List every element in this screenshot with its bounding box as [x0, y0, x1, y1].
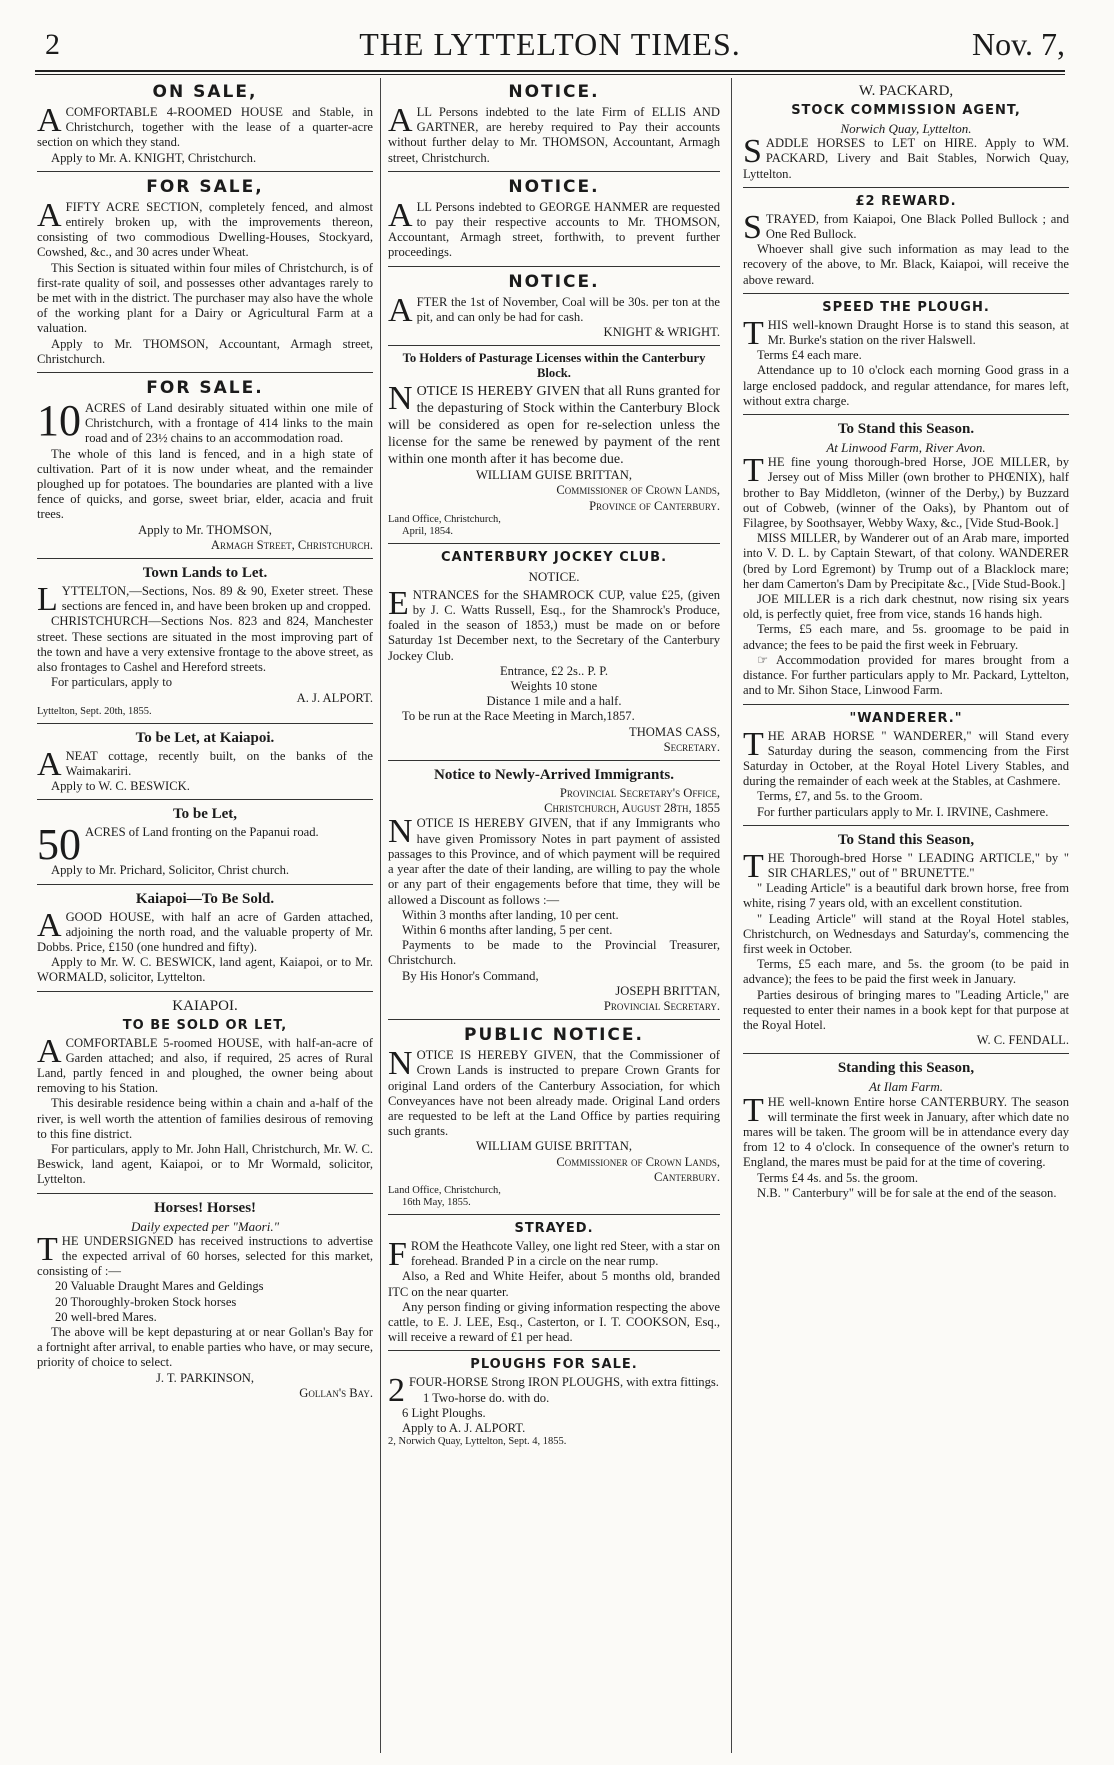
drop-cap: 50 [37, 820, 81, 870]
ad-notice-hanmer [388, 177, 720, 267]
ad-line: 6 Light Ploughs. [402, 1405, 486, 1420]
ad-signature: A. J. ALPORT. [296, 690, 373, 705]
ad-body: OTICE IS HEREBY GIVEN that all Runs granted for the depasturing of Stock within the Canterbury Block will be considered as open for re-selection unless the license for the same be renewed by payment of the rent within one month after it has become due. [388, 384, 720, 468]
drop-cap: S [743, 208, 762, 246]
ad-apply: Apply to Mr. W. C. BESWICK, land agent, Kaiapoi, or to Mr. WORMALD, solicitor, Lyttelton. [37, 955, 373, 985]
ad-body: OTICE IS HEREBY GIVEN, that the Commissioner of Crown Lands is instructed to prepare Crown Grants for original Land orders of the Canterbury Association, for which Conveyances have not been already made. Original Land orders are requested to be left at the Land Office by parties requiring such grants. [388, 1048, 720, 1139]
list-item: 20 Valuable Draught Mares and Geldings [55, 1279, 264, 1294]
ad-subheading: Daily expected per "Maori." [130, 1218, 280, 1234]
ad-heading: W. PACKARD, [858, 83, 954, 99]
ad-heading: To Stand this Season, [837, 831, 975, 848]
ad-line: Weights 10 stone [510, 679, 598, 694]
ad-body-3: " Leading Article" will stand at the Royal Hotel stables, Christchurch, on Wednesdays and Saturday's, commencing the first week in October. [743, 911, 1069, 956]
newspaper-title: THE LYTTELTON TIMES. [359, 26, 741, 62]
ad-ploughs [388, 1356, 720, 1453]
drop-cap: T [743, 725, 764, 763]
ad-body-2: This Section is situated within four miles of Christchurch, is of first-rate quality of soil, and possesses other advantages rarely to be met with in the district. The purchaser may also have the whole of the working plant for a Dairy or Agricultural Farm at a valuation. [37, 260, 373, 336]
ad-wanderer [743, 710, 1069, 826]
drop-cap: T [743, 452, 764, 490]
ad-signature-place: Province of Canterbury. [589, 498, 720, 513]
ad-subheading: TO BE SOLD OR LET, [122, 1017, 288, 1033]
drop-cap: 2 [388, 1372, 405, 1410]
ad-body-3: For further particulars apply to Mr. I. IRVINE, Cashmere. [757, 804, 1049, 819]
ad-for-sale-fifty-acre [37, 177, 373, 373]
column-divider-2 [731, 78, 732, 1753]
ad-heading: To be Let, [172, 806, 238, 823]
ad-packard [743, 82, 1069, 188]
ad-heading: To Stand this Season. [837, 421, 975, 438]
masthead-rule [35, 70, 1065, 72]
drop-cap: E [388, 584, 409, 622]
ad-heading: "WANDERER." [849, 710, 963, 726]
drop-cap: A [37, 102, 62, 139]
ad-body-2: The above will be kept depasturing at or near Gollan's Bay for a fortnight after arrival, to enable parties who have, or may secure, priority of choice to select. [37, 1324, 373, 1370]
ad-body: TRAYED, from Kaiapoi, One Black Polled Bullock ; and One Red Bullock. [765, 211, 1069, 242]
ad-apply: Apply to A. J. ALPORT. [402, 1420, 526, 1435]
ad-body: FTER the 1st of November, Coal will be 30s. per ton at the pit, and can only be had for cash. [416, 294, 720, 324]
ad-address: Armagh Street, Christchurch. [210, 537, 373, 552]
ad-body: LL Persons indebted to GEORGE HANMER are requested to pay their respective accounts to Mr. THOMSON, Accountant, Armagh street, forthwith, to prevent further proceedings. [388, 199, 720, 260]
ad-heading: FOR SALE, [146, 176, 264, 197]
ad-body-3: Attendance up to 10 o'clock each morning Good grass in a large enclosed paddock, and regular attendance, for mares left, without extra charge. [743, 363, 1069, 408]
ad-body: ROM the Heathcote Valley, one light red Steer, with a star on forehead. Branded P in a circle on the near rump. [410, 1238, 720, 1269]
ad-pasturage-licenses [388, 351, 720, 544]
ad-signature: W. C. FENDALL. [976, 1033, 1069, 1048]
column-3 [743, 80, 1069, 1211]
ad-heading: £2 REWARD. [855, 193, 957, 209]
ad-dateline: Land Office, Christchurch, [388, 1184, 501, 1196]
ad-line: Distance 1 mile and a half. [486, 694, 622, 709]
ad-body: HE fine young thorough-bred Horse, JOE MILLER, by Jersey out of Miss Miller (own brother to PHŒNIX), half brother to Bay Middleton, (winner of the Derby,) by Buzzard out of Cobweb, (winner of the Oaks), by Phantom out of Filagree, by Soothsayer, Webby Waxy, &c., [Vide Stud-Book.] [743, 455, 1069, 531]
ad-jockey-club [388, 549, 720, 761]
ad-body: GOOD HOUSE, with half an acre of Garden attached, adjoining the north road, and the valuable property of Mr. Dobbs. Price, £150 (one hundred and fifty). [37, 909, 373, 954]
ad-apply: Apply to W. C. BESWICK. [51, 779, 190, 794]
ad-notice-ellis [388, 82, 720, 172]
ad-dateline: Lyttelton, Sept. 20th, 1855. [37, 705, 152, 717]
ad-heading: Town Lands to Let. [142, 565, 268, 582]
ad-body-2: This desirable residence being within a chain and a-half of the river, is well worth the attention of families desirous of removing to this fine district. [37, 1096, 373, 1141]
ad-body-2: Terms £4 4s. and 5s. the groom. [757, 1170, 919, 1185]
ad-body-2: The whole of this land is fenced, and in a high state of cultivation. Part of it is now under wheat, and the remainder ploughed up for potatoes. The boundaries are planted with a live fence of quicks, and gorse, sweet briar, elder, acacia and fruit trees. [37, 446, 373, 522]
ad-heading: Horses! Horses! [153, 1199, 257, 1216]
drop-cap: A [37, 745, 62, 783]
drop-cap: S [743, 133, 762, 171]
drop-cap: N [388, 380, 413, 418]
column-1 [37, 80, 373, 1411]
ad-signature: THOMAS CASS, [629, 724, 720, 739]
ad-apply: Apply to Mr. A. KNIGHT, Christchurch. [51, 150, 257, 165]
ad-heading: To Holders of Pasturage Licenses within the Canterbury Block. [402, 351, 706, 381]
ad-body-3: By His Honor's Command, [402, 968, 539, 983]
ad-body: YTTELTON,—Sections, Nos. 89 & 90, Exeter street. These sections are fenced in, and have been broken up and cropped. [61, 584, 373, 614]
ad-joe-miller [743, 420, 1069, 704]
ad-body: ACRES of Land desirably situated within one mile of Christchurch, with a frontage of 414 links to the main road and of 23½ chains to an accommodation road. [85, 401, 373, 446]
drop-cap: A [37, 196, 62, 234]
ad-line: Within 3 months after landing, 10 per cent. [402, 907, 619, 922]
ad-signature-place: Gollan's Bay. [299, 1385, 373, 1400]
drop-cap: N [388, 1045, 413, 1083]
ad-line: To be run at the Race Meeting in March,1857. [402, 709, 635, 724]
ad-signature-title: Commissioner of Crown Lands, [556, 1154, 720, 1169]
ad-signature-title: Commissioner of Crown Lands, [556, 483, 720, 498]
ad-body: ACRES of Land fronting on the Papanui road. [85, 825, 319, 840]
ad-heading: PLOUGHS FOR SALE. [470, 1357, 638, 1373]
drop-cap: A [388, 196, 413, 234]
ad-signature: J. T. PARKINSON, [155, 1370, 255, 1385]
ad-body-3: For particulars, apply to Mr. John Hall, Christchurch, Mr. W. C. Beswick, land agent, Kaiapoi, or to Mr Wormald, solicitor, Lyttelton. [37, 1141, 373, 1187]
ad-notice-coal [388, 272, 720, 347]
ad-heading: KAIAPOI. [172, 997, 238, 1014]
list-item: 20 Thoroughly-broken Stock horses [55, 1294, 237, 1309]
ad-heading: NOTICE. [508, 82, 600, 102]
drop-cap: T [743, 1091, 764, 1129]
ad-body-5: ☞ Accommodation provided for mares brought from a distance. For further particulars apply to Mr. Packard, Lyttelton, and to Mr. Sihon Stace, Linwood Farm. [743, 652, 1069, 698]
drop-cap: T [743, 314, 764, 352]
ad-let-fifty-acres [37, 805, 373, 884]
ad-apply: Apply to Mr. THOMSON, [138, 522, 272, 537]
ad-signature: WILLIAM GUISE BRITTAN, [475, 1139, 633, 1154]
ad-body: ADDLE HORSES to LET on HIRE. Apply to WM. PACKARD, Livery and Bait Stables, Norwich Quay, Lyttelton. [743, 136, 1069, 181]
ad-heading: Standing this Season, [837, 1060, 975, 1077]
ad-body: HE UNDERSIGNED has received instructions to advertise the expected arrival of 60 horses, selected for this market, consisting of :— [37, 1233, 373, 1279]
ad-subheading: At Ilam Farm. [868, 1079, 944, 1095]
ad-body: NTRANCES for the SHAMROCK CUP, value £25, (given by J. C. Watts Russell, Esq., for the Shamrock's Produce, foaled in the season of 1853,) must be made on or before Saturday 1st December next, to the Secretary of the Canterbury Jockey Club. [388, 587, 720, 663]
ad-body-2: " Leading Article" is a beautiful dark brown horse, free from white, rising 7 years old, with an excellent constitution. [743, 881, 1069, 911]
drop-cap: 10 [37, 396, 81, 446]
ad-let-kaiapoi [37, 729, 373, 801]
ad-line: Within 6 months after landing, 5 per cent. [402, 922, 613, 937]
ad-signature-title: Secretary. [663, 739, 720, 754]
ad-body: NEAT cottage, recently built, on the banks of the Waimakariri. [65, 748, 373, 778]
ad-town-lands [37, 564, 373, 724]
ad-body: FOUR-HORSE Strong IRON PLOUGHS, with extra fittings. [409, 1375, 719, 1390]
ad-body-2: Whoever shall give such information as may lead to the recovery of the above, to Mr. Black, Kaiapoi, will receive the above reward. [743, 242, 1069, 287]
issue-date: Nov. 7, [971, 26, 1065, 62]
ad-body-4: Terms, £5 each mare, and 5s. the groom (to be paid in advance); the fees to be paid the first week in January. [743, 957, 1069, 987]
ad-kaiapoi-sold-or-let [37, 997, 373, 1194]
ad-kaiapoi-sold [37, 890, 373, 992]
ad-for-sale-ten-acres [37, 378, 373, 559]
ad-speed-the-plough [743, 299, 1069, 415]
ad-heading: SPEED THE PLOUGH. [822, 299, 990, 315]
ad-body: HE well-known Entire horse CANTERBURY. The season will terminate the first week in January, after which date no mares will be taken. The groom will be in attendance every day from 12 to 4 o'clock. In consequence of the owner's return to England, the mares must be paid for at the time of covering. [743, 1094, 1069, 1170]
masthead-rule-thin [35, 74, 1065, 75]
ad-body: HE Thorough-bred Horse " LEADING ARTICLE," by " SIR CHARLES," out of " BRUNETTE." [767, 850, 1069, 880]
ad-line: Entrance, £2 2s.. P. P. [499, 663, 609, 678]
ad-signature-title: Provincial Secretary. [603, 998, 720, 1013]
ad-body-3: JOE MILLER is a rich dark chestnut, now rising six years old, is perfectly quiet, free from vice, stands 16 hands high. [743, 592, 1069, 622]
ad-body-2: MISS MILLER, by Wanderer out of an Arab mare, imported into V. D. L. by Captain Stewart, of that colony. WANDERER (bred by Lord Egremont) by Trump out of a Blacklock mare; her dam Camerton's Dam by Precipitate &c., [Vide Stud-Book.] [743, 531, 1069, 591]
ad-heading: STRAYED. [514, 1220, 594, 1236]
ad-reward [743, 193, 1069, 294]
ad-body-3: For particulars, apply to [51, 675, 173, 690]
ad-heading: PUBLIC NOTICE. [464, 1025, 644, 1046]
drop-cap: T [37, 1230, 58, 1268]
ad-line: 1 Two-horse do. with do. [423, 1390, 550, 1405]
ad-dateline-2: 16th May, 1855. [402, 1196, 471, 1208]
ad-dateline-2: April, 1854. [402, 525, 454, 537]
drop-cap: L [37, 581, 58, 619]
ad-office: Provincial Secretary's Office, [559, 786, 720, 801]
ad-heading: Notice to Newly-Arrived Immigrants. [434, 767, 674, 784]
ad-leading-article [743, 831, 1069, 1055]
drop-cap: A [388, 291, 413, 329]
drop-cap: A [37, 906, 62, 944]
ad-dateline: Land Office, Christchurch, [388, 513, 501, 525]
ad-body-4: Terms, £5 each mare, and 5s. groomage to be paid in advance; the fees to be paid the first week in February. [743, 622, 1069, 652]
ad-signature: KNIGHT & WRIGHT. [603, 325, 720, 340]
ad-body-2: Terms £4 each mare. [757, 348, 862, 363]
ad-body-3: Any person finding or giving information respecting the above cattle, to E. J. LEE, Esq., Casterton, or I. T. COOKSON, Esq., will receive a reward of £1 per head. [388, 1299, 720, 1345]
ad-canterbury-horse [743, 1059, 1069, 1206]
ad-body-2: Also, a Red and White Heifer, about 5 months old, branded ITC on the near quarter. [388, 1269, 720, 1299]
ad-signature-place: Canterbury. [653, 1169, 720, 1184]
column-divider-1 [380, 78, 381, 1753]
ad-body: COMFORTABLE 4-ROOMED HOUSE and Stable, in Christchurch, together with the lease of a quarter-acre section on which they stand. [37, 105, 373, 150]
ad-body: COMFORTABLE 5-roomed HOUSE, with half-an-acre of Garden attached; and also, if required, 25 acres of Rural Land, partly fenced in and ploughed, the owner being about removing to his Station. [37, 1035, 373, 1096]
ad-heading: FOR SALE. [146, 378, 264, 399]
masthead [35, 22, 1065, 68]
ad-body: HIS well-known Draught Horse is to stand this season, at Mr. Burke's station on the river Halswell. [767, 317, 1069, 348]
ad-date: Christchurch, August 28th, 1855 [544, 801, 720, 816]
ad-body: LL Persons indebted to the late Firm of ELLIS AND GARTNER, are hereby required to Pay their accounts without further delay to Mr. THOMSON, Accountant, Armagh street, Christchurch. [388, 105, 720, 165]
ad-place: Norwich Quay, Lyttelton. [840, 121, 972, 136]
drop-cap: A [388, 102, 413, 139]
ad-on-sale-house [37, 82, 373, 172]
list-item: 20 well-bred Mares. [55, 1309, 157, 1324]
ad-heading: CANTERBURY JOCKEY CLUB. [440, 549, 668, 565]
ad-strayed [388, 1220, 720, 1351]
ad-dateline: 2, Norwich Quay, Lyttelton, Sept. 4, 1855. [388, 1436, 567, 1448]
ad-horses [37, 1199, 373, 1406]
ad-immigrants [388, 766, 720, 1020]
drop-cap: T [743, 847, 764, 885]
drop-cap: N [388, 813, 413, 851]
ad-subheading: At Linwood Farm, River Avon. [826, 440, 986, 456]
ad-apply: Apply to Mr. THOMSON, Accountant, Armagh street, Christchurch. [37, 336, 373, 366]
ad-public-notice [388, 1025, 720, 1215]
drop-cap: A [37, 1032, 62, 1070]
ad-signature: JOSEPH BRITTAN, [615, 983, 720, 998]
ad-body-5: Parties desirous of bringing mares to "Leading Article," are requested to enter their names in a book kept for that purpose at the Royal Hotel. [743, 987, 1069, 1032]
ad-heading: Kaiapoi—To Be Sold. [135, 890, 275, 907]
ad-body: FIFTY ACRE SECTION, completely fenced, and almost entirely broken up, with the improvements thereon, consisting of two commodious Dwelling-Houses, Stockyard, Cowshed, &c., and 30 acres under Wheat. [37, 199, 373, 260]
ad-body: OTICE IS HEREBY GIVEN, that if any Immigrants who have given Promissory Notes in part payment of assisted passages to this Province, and of which payment will be required a year after the date of their landing, are willing to pay the whole or any part of their engagements before that time, they will be allowed a Discount as follows :— [388, 816, 720, 907]
page-number: 2 [45, 28, 60, 61]
ad-heading: NOTICE. [508, 271, 600, 292]
drop-cap: F [388, 1235, 407, 1273]
column-2 [388, 80, 720, 1458]
ad-heading: NOTICE. [508, 176, 600, 197]
ad-body-2: CHRISTCHURCH—Sections Nos. 823 and 824, Manchester street. These sections are situated in the most improving part of the town and have a very extensive frontage to the above street, as also frontages to Cashel and Hereford streets. [37, 614, 373, 675]
ad-body-3: N.B. " Canterbury" will be for sale at the end of the season. [757, 1185, 1057, 1200]
ad-body-2: Terms, £7, and 5s. to the Groom. [757, 789, 923, 804]
ad-subheading: STOCK COMMISSION AGENT, [791, 103, 1021, 118]
ad-subheading: NOTICE. [528, 568, 580, 584]
ad-body: HE ARAB HORSE " WANDERER," will Stand every Saturday during the season, commencing from the First Saturday in October, at the Royal Hotel Livery Stables, and during the remainder of each week at the Stables, at Cashmere. [743, 728, 1069, 789]
ad-apply: Apply to Mr. Prichard, Solicitor, Christ church. [51, 863, 290, 878]
ad-body-2: Payments to be made to the Provincial Treasurer, Christchurch. [388, 938, 720, 968]
ad-signature: WILLIAM GUISE BRITTAN, [475, 468, 633, 483]
ad-heading: ON SALE, [152, 82, 258, 102]
ad-heading: To be Let, at Kaiapoi. [135, 729, 275, 746]
